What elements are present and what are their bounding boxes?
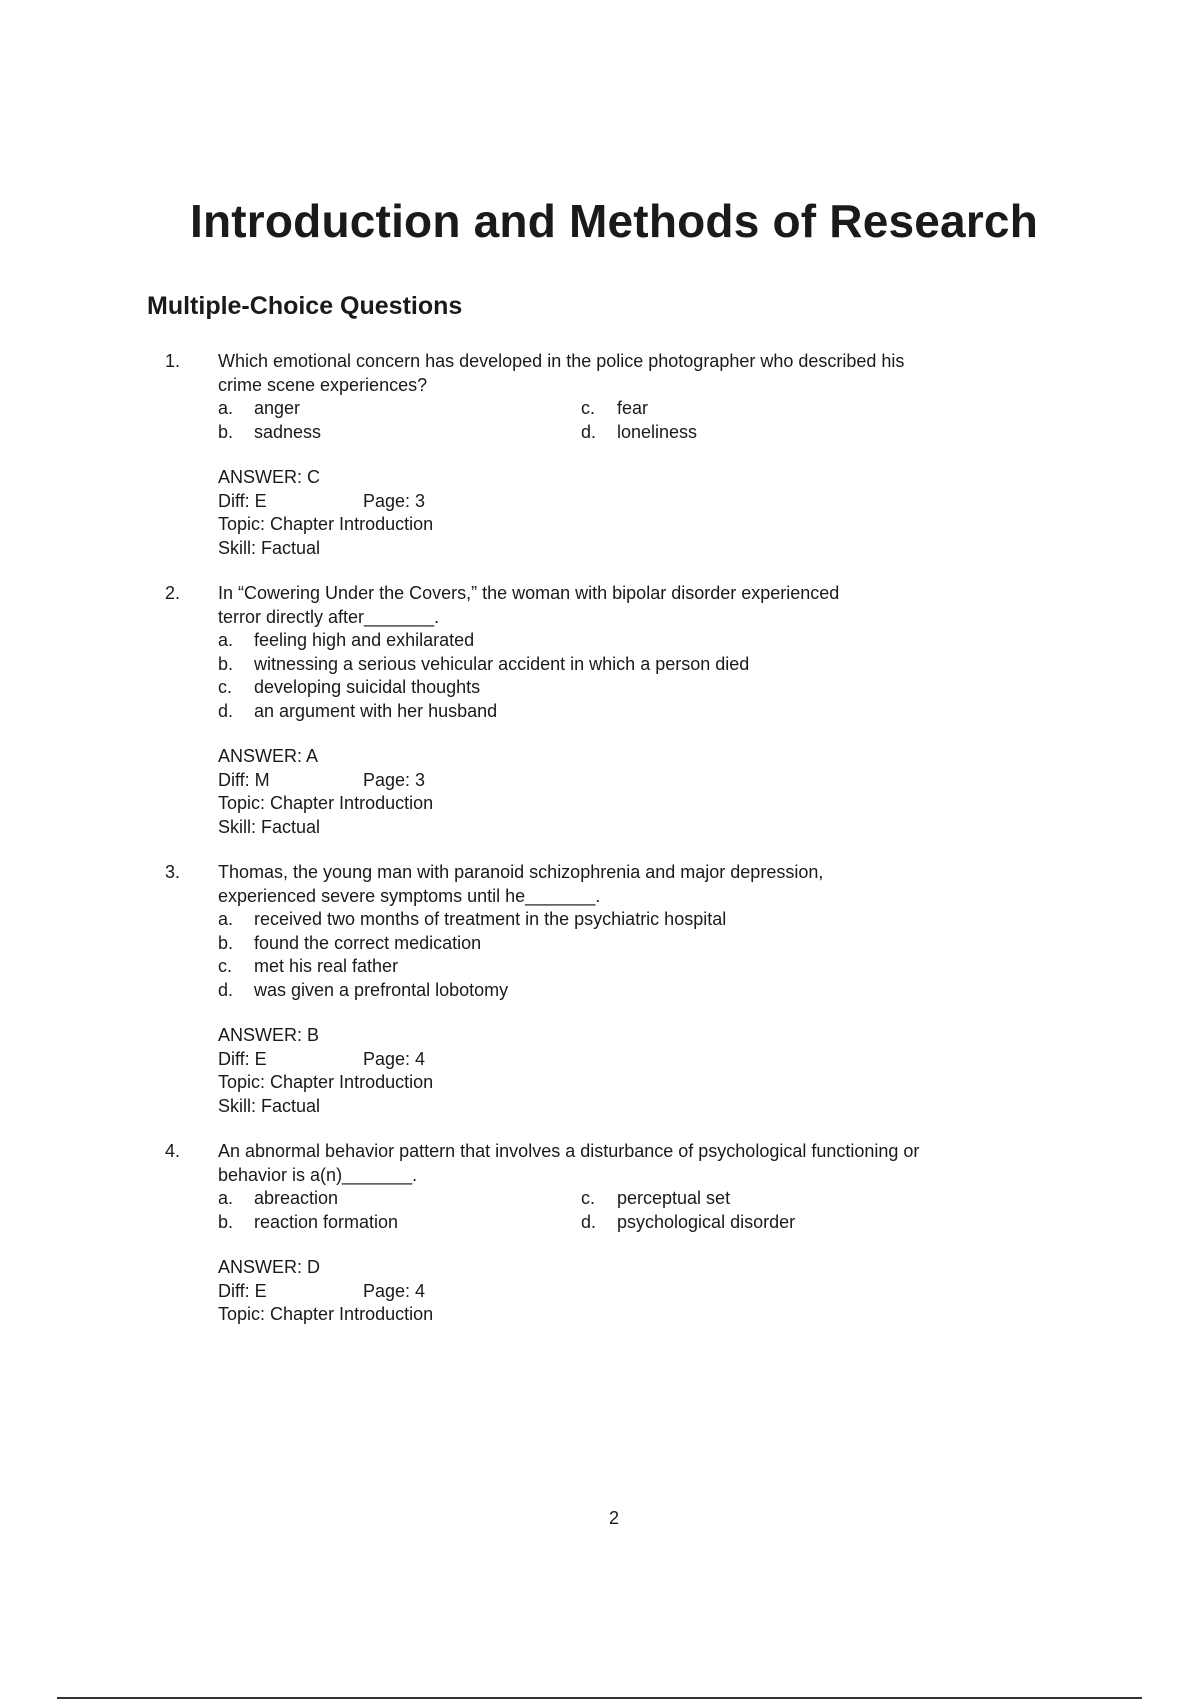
difficulty-page-row — [218, 1280, 965, 1304]
option-d — [581, 1211, 881, 1235]
option-text: sadness — [254, 421, 322, 442]
answer-meta — [218, 745, 965, 839]
option-letter: d. — [218, 979, 234, 1000]
question-stem — [218, 1140, 958, 1187]
answer-options — [218, 397, 965, 444]
page-title: Introduction and Methods of Research — [189, 195, 1039, 247]
option-text: abreaction — [254, 1188, 339, 1208]
option-text: perceptual set — [617, 1188, 731, 1208]
option-b — [218, 932, 965, 956]
skill: Skill: Factual — [218, 1095, 321, 1116]
question-stem — [218, 861, 958, 908]
section-title: Multiple-Choice Questions — [147, 292, 463, 320]
topic: Topic: Chapter Introduction — [218, 793, 434, 813]
option-text: an argument with her husband — [254, 700, 498, 721]
option-letter: c. — [218, 956, 233, 976]
option-letter: a. — [218, 909, 234, 929]
option-text: was given a prefrontal lobotomy — [254, 979, 509, 1000]
difficulty-page-row — [218, 1048, 965, 1072]
option-letter: a. — [218, 630, 234, 650]
option-letter: c. — [581, 398, 596, 418]
option-a — [218, 1187, 581, 1211]
footer-rule — [57, 1697, 1142, 1699]
question-stem-line: An abnormal behavior pattern that involves a disturbance of psychological functioning or — [218, 1141, 920, 1161]
question-stem-line: terror directly after_______. — [218, 606, 440, 627]
option-a — [218, 629, 965, 653]
option-letter: b. — [218, 653, 234, 674]
answer-options — [218, 629, 965, 723]
option-text: met his real father — [254, 956, 399, 976]
question-stem-line: Thomas, the young man with paranoid schizophrenia and major depression, — [218, 862, 824, 882]
question-stem — [218, 582, 958, 629]
option-c — [218, 676, 965, 700]
answer-meta — [218, 466, 965, 560]
option-letter: d. — [581, 1211, 597, 1232]
difficulty: Diff: E — [218, 1280, 267, 1301]
option-letter: d. — [218, 700, 234, 721]
question-stem-line: experienced severe symptoms until he_______. — [218, 885, 601, 906]
option-c — [581, 397, 881, 421]
option-text: anger — [254, 398, 301, 418]
option-text: received two months of treatment in the psychiatric hospital — [254, 909, 727, 929]
answer-meta — [218, 1256, 965, 1327]
page-number: 2 — [608, 1508, 619, 1528]
option-text: feeling high and exhilarated — [254, 630, 475, 650]
option-text: witnessing a serious vehicular accident in which a person died — [254, 653, 750, 674]
difficulty-page-row — [218, 490, 965, 514]
question-3 — [165, 861, 965, 1118]
option-letter: a. — [218, 1188, 234, 1208]
option-d — [218, 700, 965, 724]
answer-key: ANSWER: B — [218, 1025, 320, 1045]
option-letter: a. — [218, 398, 234, 418]
page-reference: Page: 3 — [363, 769, 426, 790]
answer-meta — [218, 1024, 965, 1118]
question-1 — [165, 350, 965, 560]
question-number: 1. — [165, 351, 181, 371]
topic: Topic: Chapter Introduction — [218, 1072, 434, 1092]
question-stem-line: In “Cowering Under the Covers,” the woman with bipolar disorder experienced — [218, 583, 840, 603]
option-text: found the correct medication — [254, 932, 482, 953]
answer-key: ANSWER: C — [218, 467, 321, 487]
option-b — [218, 653, 965, 677]
page-reference: Page: 4 — [363, 1280, 426, 1301]
option-text: reaction formation — [254, 1211, 399, 1232]
option-c — [581, 1187, 881, 1211]
question-list — [0, 350, 1200, 1327]
question-stem-line: crime scene experiences? — [218, 374, 428, 395]
skill: Skill: Factual — [218, 816, 321, 837]
answer-options — [218, 908, 965, 1002]
option-text: loneliness — [617, 421, 698, 442]
option-b — [218, 1211, 581, 1235]
option-a — [218, 397, 581, 421]
option-b — [218, 421, 581, 445]
option-letter: c. — [218, 677, 233, 697]
question-number: 2. — [165, 583, 181, 603]
option-letter: d. — [581, 421, 597, 442]
topic: Topic: Chapter Introduction — [218, 1304, 434, 1324]
answer-key: ANSWER: D — [218, 1257, 321, 1277]
question-2 — [165, 582, 965, 839]
difficulty: Diff: E — [218, 490, 267, 511]
question-4 — [165, 1140, 965, 1327]
option-letter: c. — [581, 1188, 596, 1208]
option-letter: b. — [218, 421, 234, 442]
difficulty-page-row — [218, 769, 965, 793]
option-letter: b. — [218, 932, 234, 953]
answer-key: ANSWER: A — [218, 746, 319, 766]
question-stem-line: Which emotional concern has developed in the police photographer who described his — [218, 351, 905, 371]
option-text: developing suicidal thoughts — [254, 677, 481, 697]
skill: Skill: Factual — [218, 537, 321, 558]
option-text: psychological disorder — [617, 1211, 796, 1232]
page-reference: Page: 3 — [363, 490, 426, 511]
difficulty: Diff: E — [218, 1048, 267, 1069]
page-reference: Page: 4 — [363, 1048, 426, 1069]
option-d — [218, 979, 965, 1003]
question-number: 4. — [165, 1141, 181, 1161]
question-stem-line: behavior is a(n)_______. — [218, 1164, 418, 1185]
topic: Topic: Chapter Introduction — [218, 514, 434, 534]
option-a — [218, 908, 965, 932]
question-stem — [218, 350, 958, 397]
option-d — [581, 421, 881, 445]
option-c — [218, 955, 965, 979]
option-letter: b. — [218, 1211, 234, 1232]
answer-options — [218, 1187, 965, 1234]
difficulty: Diff: M — [218, 769, 270, 790]
question-number: 3. — [165, 862, 181, 882]
option-text: fear — [617, 398, 649, 418]
